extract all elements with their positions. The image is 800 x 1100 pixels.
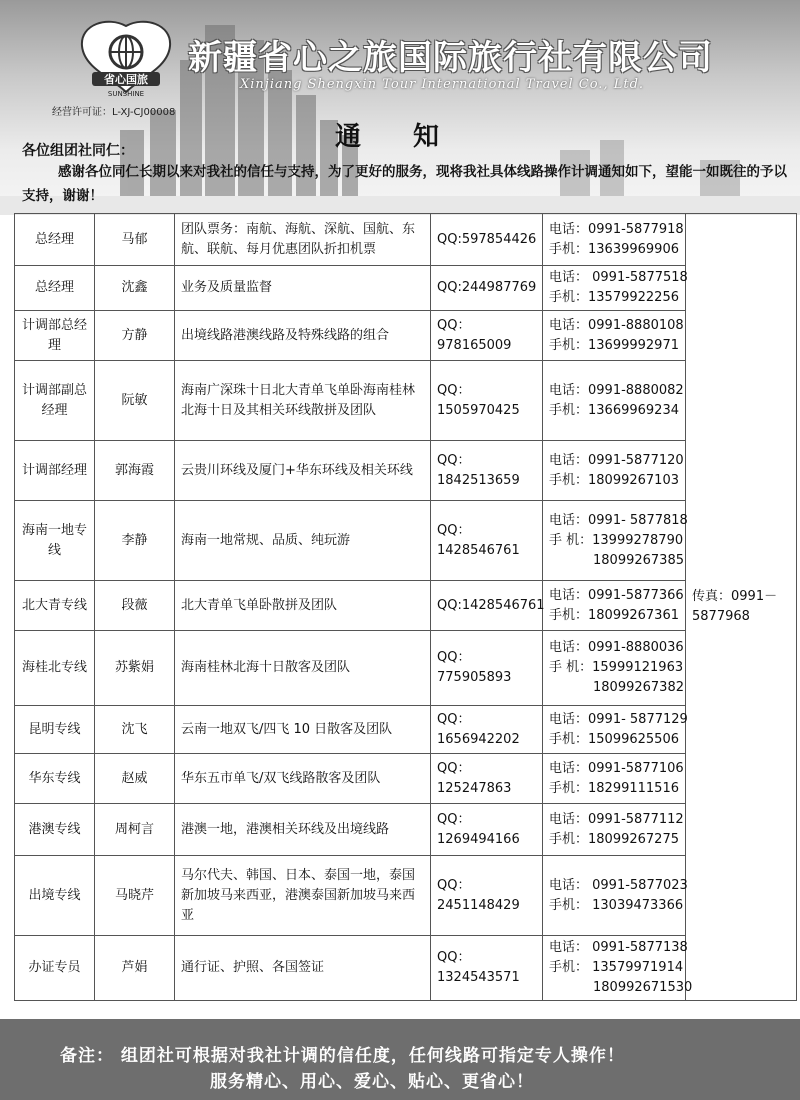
- table-row: [15, 501, 797, 581]
- table-row: [15, 856, 797, 936]
- mobile-number: 手机： 13039473366: [549, 897, 684, 913]
- contact-qq: QQ：1842513659: [431, 441, 543, 501]
- company-logo-icon: [72, 20, 180, 100]
- contact-scope: 云贵川环线及厦门+华东环线及相关环线: [175, 441, 431, 501]
- contact-qq: QQ：1505970425: [431, 361, 543, 441]
- table-row: [15, 804, 797, 856]
- phone-number: 电话：0991- 5877129: [549, 711, 688, 727]
- contact-phone: [543, 706, 686, 754]
- mobile-number: 手 机：15999121963: [549, 660, 684, 675]
- contact-name: 赵威: [95, 754, 175, 804]
- table-row: [15, 266, 797, 311]
- phone-number: 电话： 0991-5877023: [549, 877, 688, 893]
- table-row: [15, 936, 797, 1001]
- mobile-number: 手 机：13999278790: [549, 532, 684, 548]
- contact-phone: [543, 214, 686, 266]
- contact-qq: QQ:244987769: [431, 266, 543, 311]
- contact-name: 沈飞: [95, 706, 175, 754]
- table-row: [15, 311, 797, 361]
- table-row: [15, 361, 797, 441]
- contact-scope: 北大青单飞单卧散拼及团队: [175, 581, 431, 631]
- footer-banner: [0, 1019, 800, 1100]
- contact-title: 计调部经理: [15, 441, 95, 501]
- contact-name: 阮敏: [95, 361, 175, 441]
- contact-phone: [543, 441, 686, 501]
- phone-number: 电话：0991-5877112: [549, 811, 684, 827]
- contact-scope: 港澳一地，港澳相关环线及出境线路: [175, 804, 431, 856]
- mobile-number: 手机：18099267275: [549, 831, 679, 847]
- contact-name: 李静: [95, 501, 175, 581]
- company-name-en: Xinjiang Shengxin Tour International Travel Co., Ltd.: [240, 77, 645, 92]
- mobile-number: 手机：15099625506: [549, 731, 679, 747]
- contact-title: 出境专线: [15, 856, 95, 936]
- header-banner: [0, 0, 800, 215]
- contact-name: 马晓芹: [95, 856, 175, 936]
- phone-number: 电话：0991-5877120: [549, 452, 684, 468]
- contact-phone: [543, 856, 686, 936]
- mobile-number: 手机：18099267361: [549, 607, 679, 623]
- phone-number: 电话：0991- 5877818: [549, 512, 688, 528]
- contact-qq: QQ：1269494166: [431, 804, 543, 856]
- mobile-number: 手机：13699992971: [549, 337, 679, 353]
- fax-number: 传真：0991－5877968: [686, 214, 797, 1001]
- contact-name: 段薇: [95, 581, 175, 631]
- contact-name: 沈鑫: [95, 266, 175, 311]
- contact-title: 总经理: [15, 266, 95, 311]
- contact-qq: QQ：125247863: [431, 754, 543, 804]
- contact-title: 海南一地专线: [15, 501, 95, 581]
- table-row: [15, 581, 797, 631]
- license-number: 经营许可证：L-XJ-CJ00008: [52, 107, 176, 118]
- contact-phone: [543, 266, 686, 311]
- phone-number: 电话： 0991-5877518: [549, 270, 688, 285]
- mobile-number-2: 180992671530: [593, 980, 693, 995]
- mobile-number: 手机：13639969906: [549, 241, 679, 257]
- contact-name: 芦娟: [95, 936, 175, 1001]
- contact-scope: 海南广深珠十日北大青单飞单卧海南桂林北海十日及其相关环线散拼及团队: [175, 361, 431, 441]
- contact-title: 海桂北专线: [15, 631, 95, 706]
- contact-scope: 出境线路港澳线路及特殊线路的组合: [175, 311, 431, 361]
- mobile-number: 手机：13669969234: [549, 402, 679, 418]
- contact-scope: 海南一地常规、品质、纯玩游: [175, 501, 431, 581]
- mobile-number: 手机：18299111516: [549, 780, 679, 796]
- contact-qq: QQ：2451148429: [431, 856, 543, 936]
- mobile-number: 手机：13579922256: [549, 290, 679, 305]
- phone-number: 电话：0991-8880082: [549, 382, 684, 398]
- contact-title: 办证专员: [15, 936, 95, 1001]
- mobile-number: 手机：18099267103: [549, 472, 679, 488]
- contact-phone: [543, 936, 693, 1001]
- contact-name: 周柯言: [95, 804, 175, 856]
- company-name-cn: 新疆省心之旅国际旅行社有限公司: [188, 38, 713, 78]
- contact-qq: QQ:597854426: [431, 214, 543, 266]
- logo-text: 省心国旅: [104, 73, 148, 86]
- table-row: [15, 441, 797, 501]
- intro-text: 感谢各位同仁长期以来对我社的信任与支持，为了更好的服务，现将我社具体线路操作计调通知如下，望能一如既往的予以支持，谢谢！: [22, 164, 787, 204]
- contact-name: 苏紫娟: [95, 631, 175, 706]
- contact-phone: [543, 754, 686, 804]
- phone-number: 电话：0991-8880108: [549, 317, 684, 333]
- table-row: [15, 631, 797, 706]
- mobile-number: 手机： 13579971914: [549, 960, 684, 975]
- table-row: [15, 214, 797, 266]
- contact-title: 总经理: [15, 214, 95, 266]
- contact-qq: QQ： 978165009: [431, 311, 543, 361]
- contact-scope: 云南一地双飞/四飞 10 日散客及团队: [175, 706, 431, 754]
- contact-phone: [543, 631, 686, 706]
- contact-qq: QQ:1428546761: [431, 581, 543, 631]
- footer-note: 备注： 组团社可根据对我社计调的信任度，任何线路可指定专人操作！: [60, 1046, 625, 1066]
- phone-number: 电话： 0991-5877138: [549, 940, 688, 955]
- contact-scope: 通行证、护照、各国签证: [175, 936, 431, 1001]
- contact-phone: [543, 361, 686, 441]
- contact-scope: 海南桂林北海十日散客及团队: [175, 631, 431, 706]
- intro-paragraph: [22, 160, 790, 208]
- phone-number: 电话：0991-8880036: [549, 640, 684, 655]
- contact-phone: [543, 311, 686, 361]
- contact-scope: 马尔代夫、韩国、日本、泰国一地，泰国新加坡马来西亚，港澳泰国新加坡马来西亚: [175, 856, 431, 936]
- contact-title: 计调部副总经理: [15, 361, 95, 441]
- contact-phone: [543, 501, 686, 581]
- phone-number: 电话：0991-5877366: [549, 587, 684, 603]
- greeting: 各位组团社同仁：: [22, 143, 134, 159]
- contacts-table: [14, 213, 797, 1001]
- contact-qq: QQ： 1324543571: [431, 936, 543, 1001]
- contact-qq: QQ：1656942202: [431, 706, 543, 754]
- table-row: [15, 706, 797, 754]
- contact-name: 郭海霞: [95, 441, 175, 501]
- contact-qq: QQ：775905893: [431, 631, 543, 706]
- contact-title: 昆明专线: [15, 706, 95, 754]
- footer-slogan: 服务精心、用心、爱心、贴心、更省心！: [210, 1072, 534, 1092]
- contact-scope: 华东五市单飞/双飞线路散客及团队: [175, 754, 431, 804]
- contact-qq: QQ：1428546761: [431, 501, 543, 581]
- contact-title: 华东专线: [15, 754, 95, 804]
- contact-phone: [543, 804, 686, 856]
- mobile-number-2: 18099267382: [593, 680, 684, 695]
- contact-title: 港澳专线: [15, 804, 95, 856]
- contact-scope: 业务及质量监督: [175, 266, 431, 311]
- contact-title: 计调部总经理: [15, 311, 95, 361]
- contact-name: 方静: [95, 311, 175, 361]
- contact-name: 马郁: [95, 214, 175, 266]
- phone-number: 电话：0991-5877918: [549, 221, 684, 237]
- contact-phone: [543, 581, 686, 631]
- logo-subtext: SUNSHINE: [107, 90, 145, 98]
- contact-scope: 团队票务：南航、海航、深航、国航、东航、联航、每月优惠团队折扣机票: [175, 214, 431, 266]
- table-row: [15, 754, 797, 804]
- contact-title: 北大青专线: [15, 581, 95, 631]
- notice-title: 通知: [335, 122, 492, 152]
- mobile-number-2: 18099267385: [593, 552, 684, 568]
- phone-number: 电话：0991-5877106: [549, 760, 684, 776]
